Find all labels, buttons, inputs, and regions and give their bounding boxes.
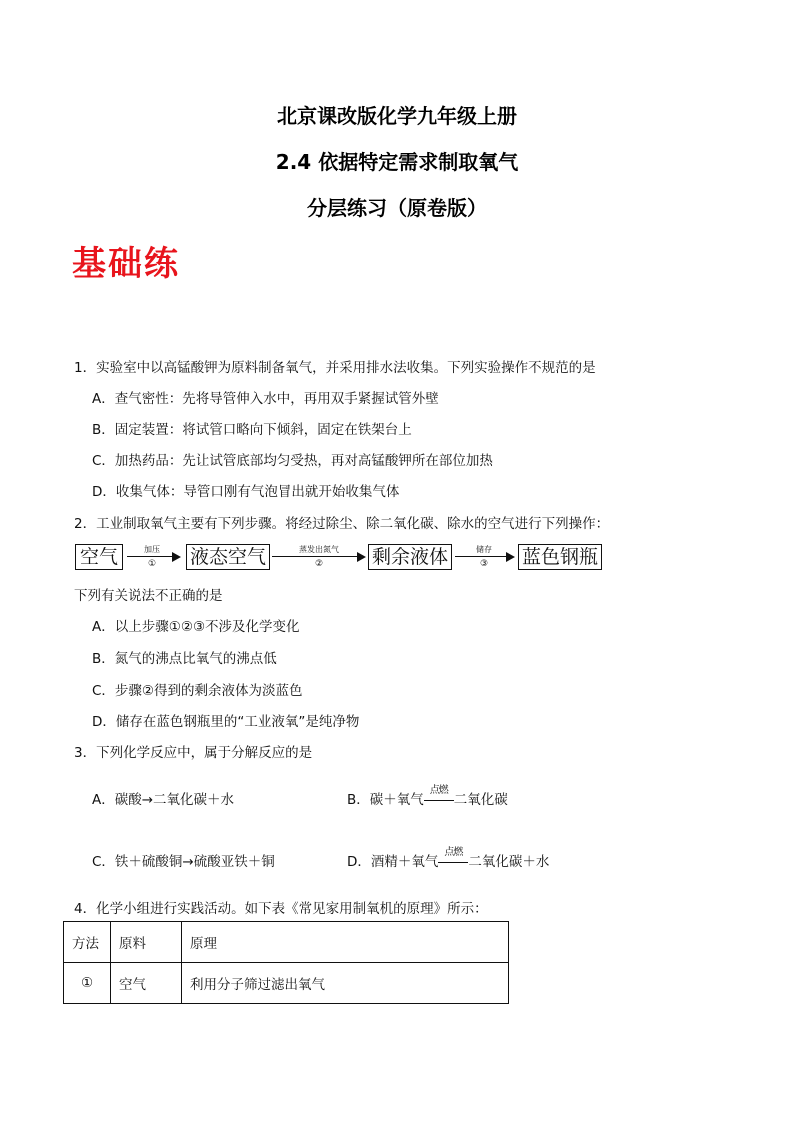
table-row xyxy=(64,963,509,1004)
doc-title: 北京课改版化学九年级上册 xyxy=(277,104,517,128)
equals-line xyxy=(424,800,454,801)
flow-step-label-3: 储存 xyxy=(476,545,492,554)
flow-arrow-2 xyxy=(272,556,364,557)
table-header-cell: 方法 xyxy=(64,922,111,963)
flow-box-blue-cylinder: 蓝色钢瓶 xyxy=(518,544,602,570)
q2-option-a: A．以上步骤①②③不涉及化学变化 xyxy=(92,619,300,635)
table-header-row xyxy=(64,922,509,963)
table-cell: 利用分子筛过滤出氧气 xyxy=(182,963,509,1004)
q1-stem: 1．实验室中以高锰酸钾为原料制备氧气，并采用排水法收集。下列实验操作不规范的是 xyxy=(74,360,596,376)
equals-line xyxy=(438,862,468,863)
flow-box-air: 空气 xyxy=(75,544,123,570)
doc-subtitle-2: 分层练习（原卷版） xyxy=(307,196,487,220)
q4-stem: 4．化学小组进行实践活动。如下表《常见家用制氧机的原理》所示： xyxy=(74,901,488,917)
flow-step-label-2: 蒸发出氮气 xyxy=(299,545,339,554)
q3-option-a: A．碳酸→二氧化碳＋水 xyxy=(92,792,235,808)
q3-option-b-products: 二氧化碳 xyxy=(453,792,508,808)
q3-option-d-reactants: D．酒精＋氧气 xyxy=(347,854,439,870)
q2-prompt: 下列有关说法不正确的是 xyxy=(74,588,223,604)
table-cell: ① xyxy=(64,963,111,1004)
q3-option-d xyxy=(347,847,550,870)
doc-subtitle: 2.4 依据特定需求制取氧气 xyxy=(275,150,519,174)
q1-option-b: B．固定装置：将试管口略向下倾斜，固定在铁架台上 xyxy=(92,422,412,438)
q2-option-d: D．储存在蓝色钢瓶里的“工业液氧”是纯净物 xyxy=(92,714,360,730)
table-header-cell: 原理 xyxy=(182,922,509,963)
reaction-condition xyxy=(424,785,454,808)
table-header-cell: 原料 xyxy=(111,922,182,963)
q3-option-b-reactants: B．碳＋氧气 xyxy=(347,792,424,808)
flow-step-num-2: ② xyxy=(314,559,324,569)
q2-option-b: B．氮气的沸点比氧气的沸点低 xyxy=(92,651,277,667)
q1-option-d: D．收集气体：导管口刚有气泡冒出就开始收集气体 xyxy=(92,484,400,500)
q3-option-b xyxy=(347,785,508,808)
q1-option-a: A．查气密性：先将导管伸入水中，再用双手紧握试管外壁 xyxy=(92,391,439,407)
q3-option-d-products: 二氧化碳＋水 xyxy=(468,854,550,870)
oxygen-generator-table xyxy=(63,921,509,1004)
flow-arrow-3 xyxy=(455,556,513,557)
table-cell: 空气 xyxy=(111,963,182,1004)
q2-option-c: C．步骤②得到的剩余液体为淡蓝色 xyxy=(92,683,303,699)
q2-stem: 2．工业制取氧气主要有下列步骤。将经过除尘、除二氧化碳、除水的空气进行下列操作： xyxy=(74,516,610,532)
flow-step-num-1: ① xyxy=(147,559,157,569)
flow-box-liquid-air: 液态空气 xyxy=(186,544,270,570)
flow-box-remaining-liquid: 剩余液体 xyxy=(368,544,452,570)
q1-option-c: C．加热药品：先让试管底部均匀受热，再对高锰酸钾所在部位加热 xyxy=(92,453,493,469)
flow-step-num-3: ③ xyxy=(479,559,489,569)
q3-stem: 3．下列化学反应中，属于分解反应的是 xyxy=(74,745,313,761)
section-label: 基础练 xyxy=(72,244,180,284)
reaction-condition xyxy=(438,847,468,870)
condition-label: 点燃 xyxy=(444,847,463,858)
q3-option-c: C．铁＋硫酸铜→硫酸亚铁＋铜 xyxy=(92,854,275,870)
flow-step-label-1: 加压 xyxy=(144,545,160,554)
condition-label: 点燃 xyxy=(429,785,448,796)
flow-arrow-1 xyxy=(127,556,179,557)
